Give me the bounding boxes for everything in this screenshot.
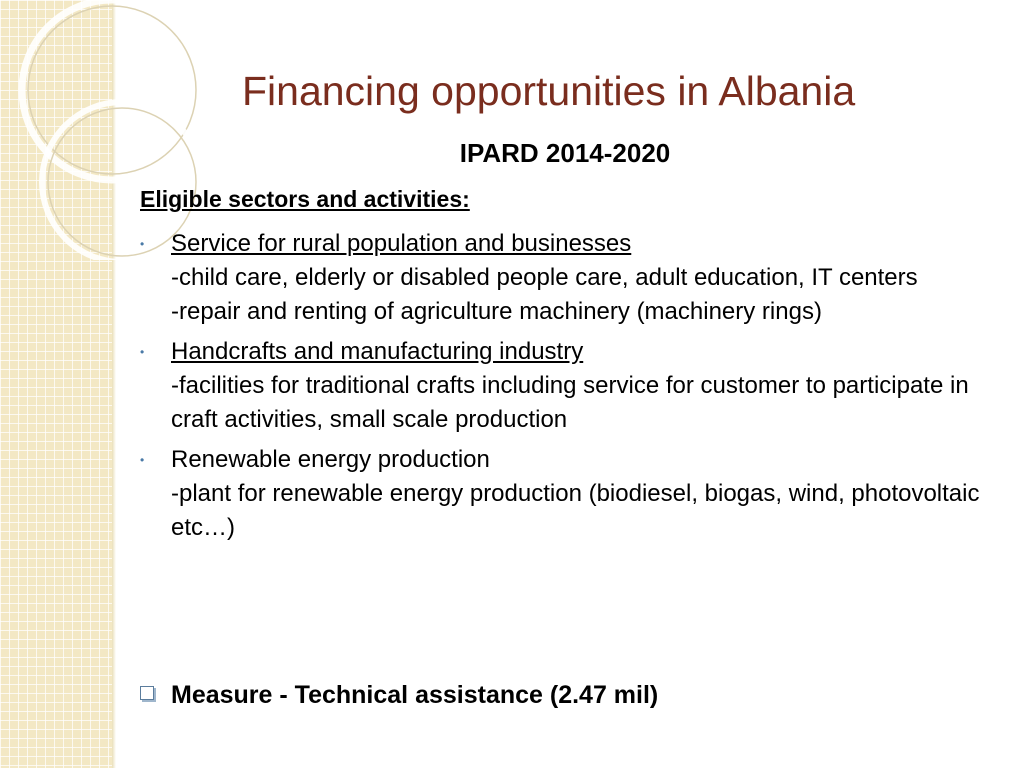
list-item	[140, 335, 990, 437]
item-heading: Service for rural population and businesses	[171, 230, 632, 257]
item-detail: -child care, elderly or disabled people care, adult education, IT centers	[171, 264, 918, 291]
list-item	[140, 227, 990, 329]
sector-list	[140, 227, 990, 551]
bullet-dot-icon: •	[140, 453, 145, 467]
slide-title: Financing opportunities in Albania	[242, 68, 856, 114]
concentric-ring-decoration-icon	[0, 0, 200, 260]
measure-line	[140, 678, 658, 712]
hollow-square-bullet-icon	[140, 686, 154, 700]
item-detail: -facilities for traditional crafts including service for customer to participate in craft activities, small scale production	[171, 372, 969, 433]
bullet-dot-icon: •	[140, 345, 145, 359]
item-detail: -repair and renting of agriculture machinery (machinery rings)	[171, 298, 822, 325]
list-item	[140, 443, 990, 545]
measure-text: Measure - Technical assistance (2.47 mil)	[171, 681, 659, 709]
item-heading: Renewable energy production	[171, 446, 490, 473]
bullet-dot-icon: •	[140, 237, 145, 251]
sectors-heading: Eligible sectors and activities:	[140, 186, 470, 212]
item-heading: Handcrafts and manufacturing industry	[171, 338, 584, 365]
item-detail: -plant for renewable energy production (biodiesel, biogas, wind, photovoltaic etc…)	[171, 480, 980, 541]
slide-subtitle: IPARD 2014-2020	[459, 138, 671, 168]
